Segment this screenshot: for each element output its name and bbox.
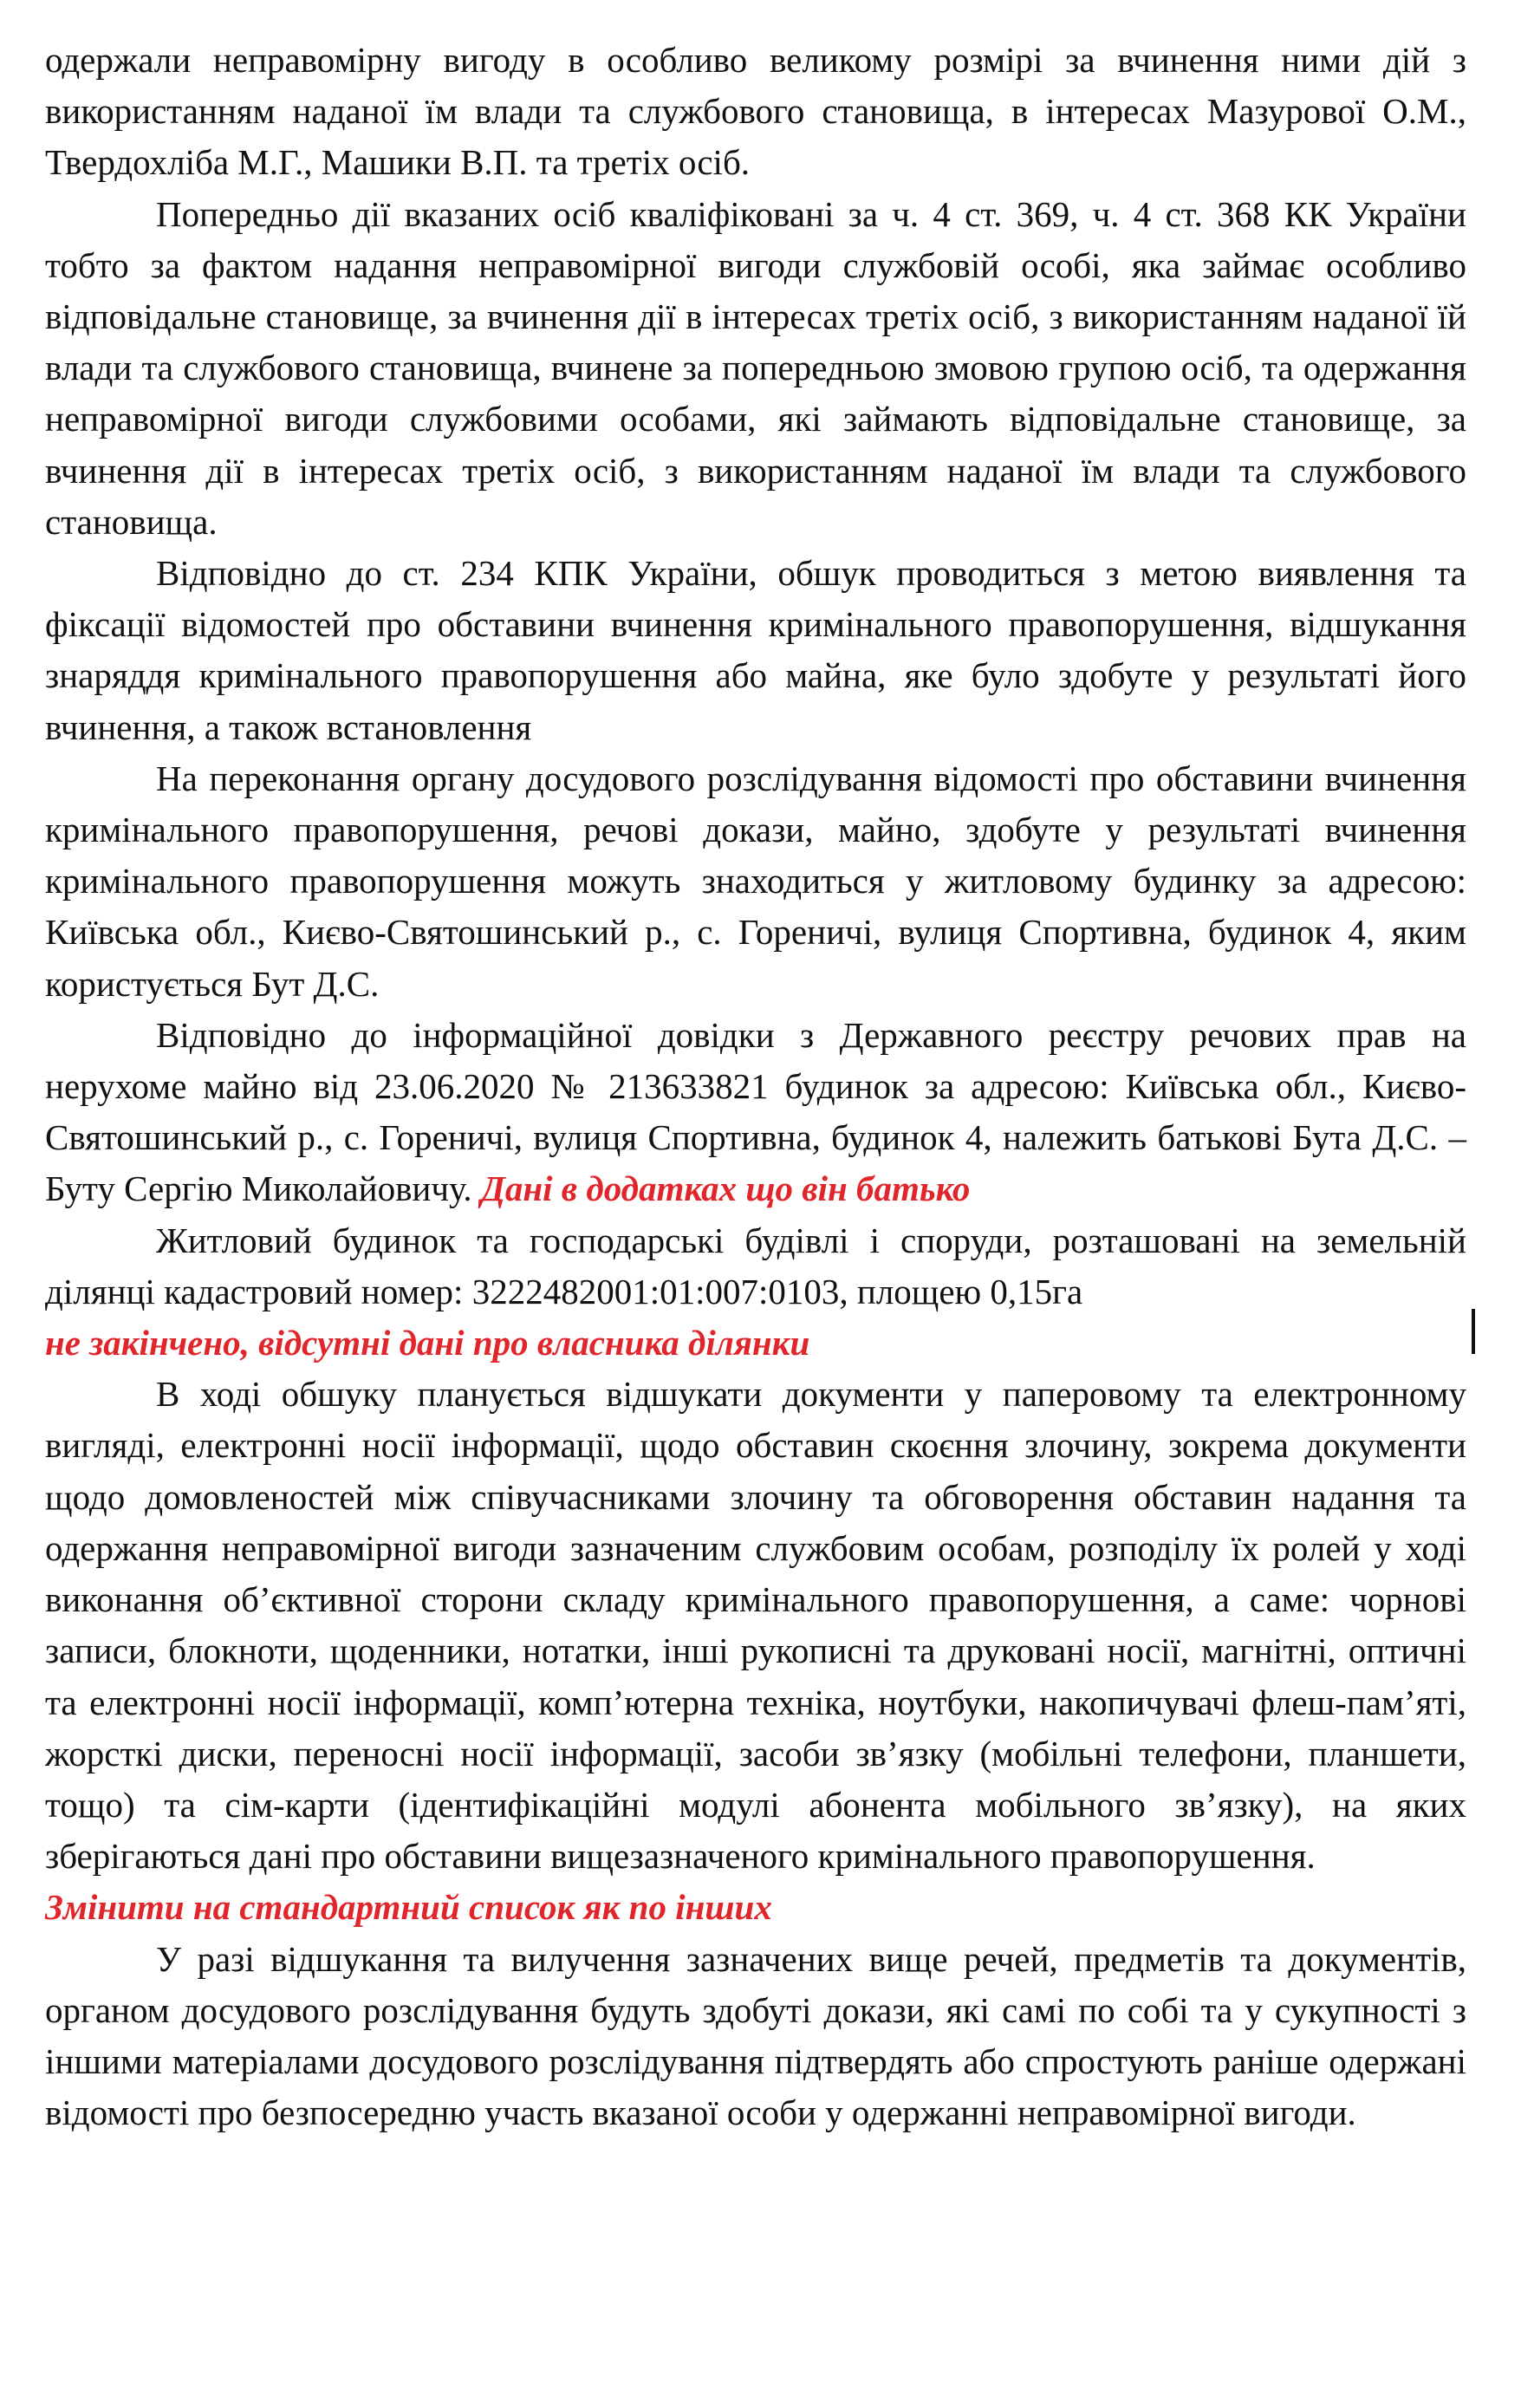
paragraph-8 [45, 1934, 1466, 2139]
paragraph-6-text: Житловий будинок та господарські будівлі і споруди, розташовані на земельній ділянці кадастровий номер: 3222482001:01:007:0103, площею 0,15га [45, 1220, 1466, 1311]
editor-note-2: не закінчено, відсутні дані про власника ділянки [45, 1323, 810, 1363]
editor-note-1: Дані в додатках що він батько [480, 1168, 971, 1209]
editor-note-3-line [45, 1882, 1466, 1933]
paragraph-1-text: одержали неправомірну вигоду в особливо великому розмірі за вчинення ними дій з використанням наданої їм влади та службового становища, в інтересах Мазурової О.М., Твердохліба М.Г., Машики В.П. та третіх осіб. [45, 40, 1466, 183]
paragraph-4 [45, 753, 1466, 1010]
editor-note-3: Змінити на стандартний список як по інших [45, 1887, 772, 1928]
paragraph-7 [45, 1369, 1466, 1882]
paragraph-6 [45, 1215, 1466, 1318]
paragraph-5-text: Відповідно до інформаційної довідки з Державного реєстру речових прав на нерухоме майно від 23.06.2020 № 213633821 будинок за адресою: Київська обл., Києво-Святошинський р., с. Гореничі, вулиця Спортивна, будинок 4, належить батькові Бута Д.С. – Буту Сергію Миколайовичу. [45, 1014, 1466, 1209]
paragraph-7-text: В ході обшуку планується відшукати документи у паперовому та електронному вигляді, електронні носії інформації, щодо обставин скоєння злочину, зокрема документи щодо домовленостей між співучасниками злочину та обговорення обставин надання та одержання неправомірної вигоди зазначеним службовим особам, розподілу їх ролей у ході виконання об’єктивної сторони складу кримінального правопорушення, а саме: чорнові записи, блокноти, щоденники, нотатки, інші рукописні та друковані носії, магнітні, оптичні та електронні носії інформації, комп’ютерна техніка, ноутбуки, накопичувачі флеш-пам’яті, жорсткі диски, переносні носії інформації, засоби зв’язку (мобільні телефони, планшети, тощо) та сім-карти (ідентифікаційні модулі абонента мобільного зв’язку), на яких зберігаються дані про обставини вищезазначеного кримінального правопорушення. [45, 1374, 1466, 1877]
paragraph-4-text: На переконання органу досудового розслідування відомості про обставини вчинення кримінального правопорушення, речові докази, майно, здобуте у результаті вчинення кримінального правопорушення можуть знаходиться у житловому будинку за адресою: Київська обл., Києво-Святошинський р., с. Гореничі, вулиця Спортивна, будинок 4, яким користується Бут Д.С. [45, 758, 1466, 1004]
editor-note-2-line [45, 1318, 1466, 1369]
paragraph-3-text: Відповідно до ст. 234 КПК України, обшук проводиться з метою виявлення та фіксації відомостей про обставини вчинення кримінального правопорушення, відшукання знаряддя кримінального правопорушення або майна, яке було здобуте у результаті його вчинення, а також встановлення [45, 553, 1466, 747]
document-page [45, 35, 1466, 2138]
paragraph-1 [45, 35, 1466, 189]
paragraph-3 [45, 548, 1466, 753]
paragraph-5 [45, 1010, 1466, 1215]
paragraph-2 [45, 189, 1466, 548]
paragraph-8-text: У разі відшукання та вилучення зазначених вище речей, предметів та документів, органом досудового розслідування будуть здобуті докази, які самі по собі та у сукупності з іншими матеріалами досудового розслідування підтвердять або спростують раніше одержані відомості про безпосередню участь вказаної особи у одержанні неправомірної вигоди. [45, 1938, 1466, 2133]
paragraph-2-text: Попередньо дії вказаних осіб кваліфіковані за ч. 4 ст. 369, ч. 4 ст. 368 КК України тобто за фактом надання неправомірної вигоди службовій особі, яка займає особливо відповідальне становище, за вчинення дії в інтересах третіх осіб, з використанням наданої їй влади та службового становища, вчинене за попередньою змовою групою осіб, та одержання неправомірної вигоди службовими особами, які займають відповідальне становище, за вчинення дії в інтересах третіх осіб, з використанням наданої їм влади та службового становища. [45, 193, 1466, 542]
text-cursor-mark [1472, 1309, 1475, 1354]
